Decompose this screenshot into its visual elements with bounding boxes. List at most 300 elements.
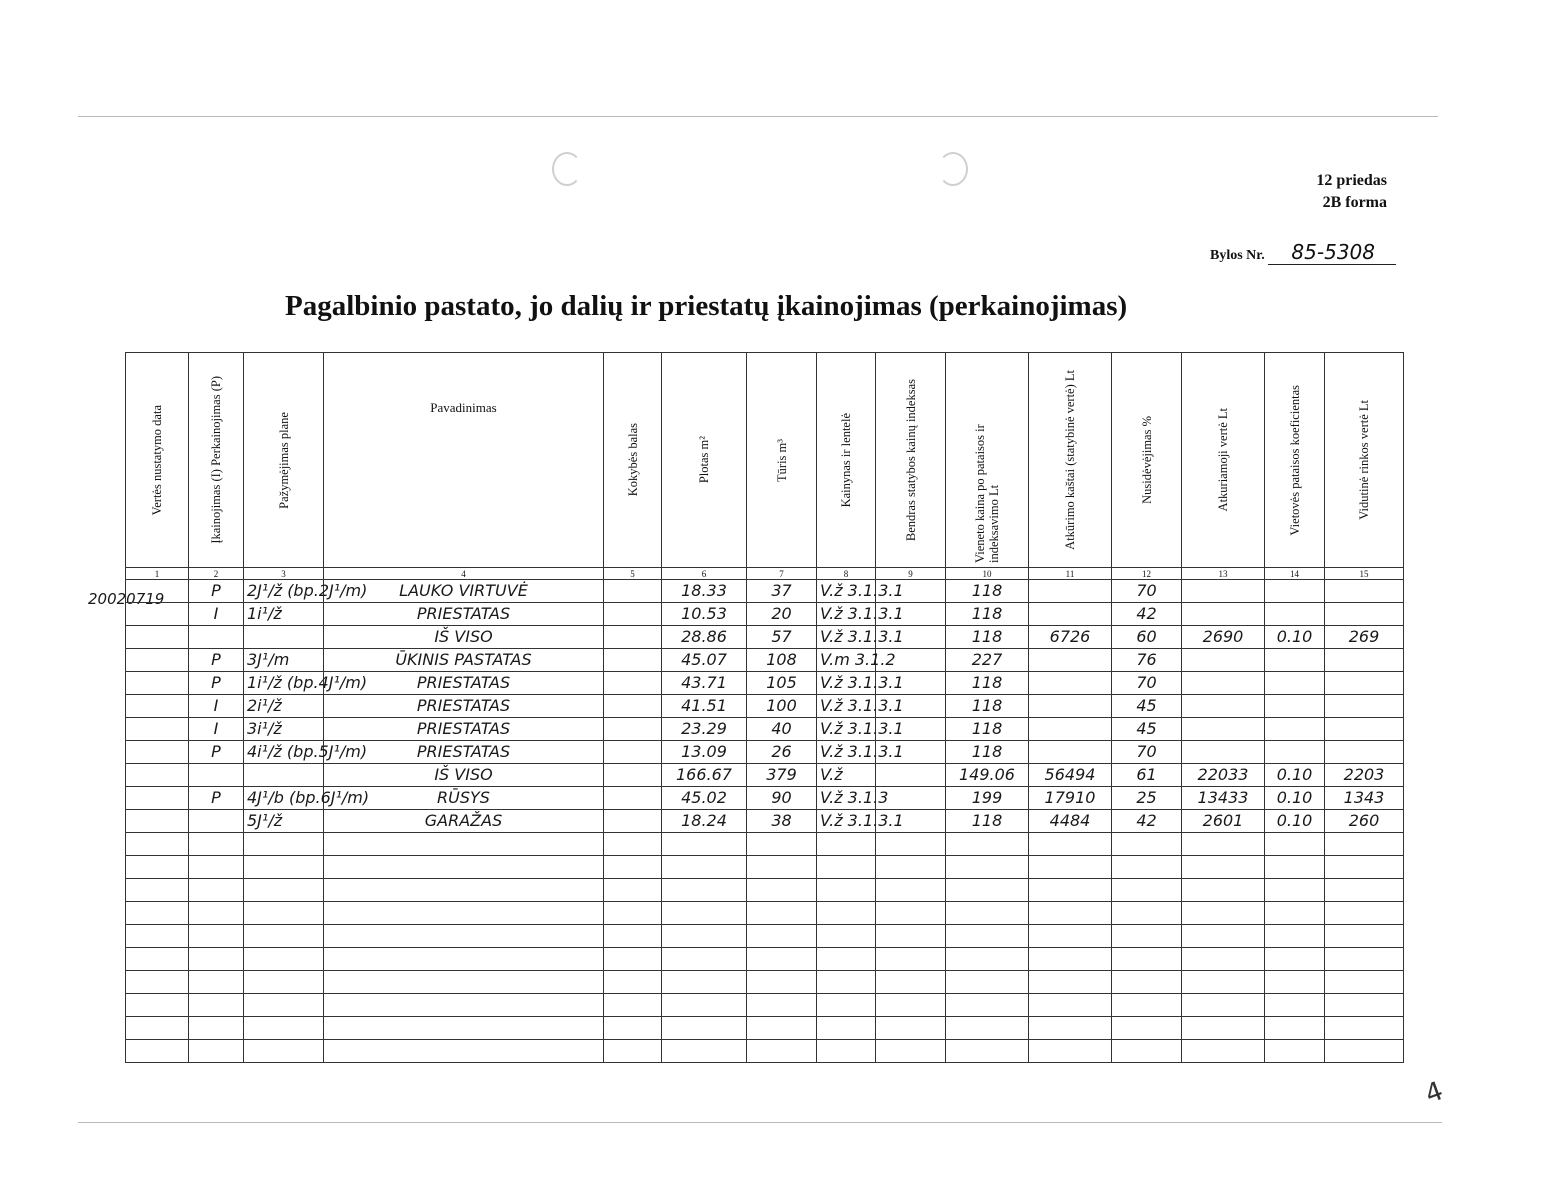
empty-table-row [126,994,1404,1017]
col-num-14: 14 [1265,568,1325,580]
col-header-4: Pavadinimas [324,353,604,568]
table-cell-col-6: 18.33 [662,580,747,603]
empty-cell [1112,879,1182,902]
table-cell-col-8: V.ž 3.1.3.1 [817,672,876,695]
table-cell-col-8: V.m 3.1.2 [817,649,876,672]
empty-cell [876,856,946,879]
empty-cell [1112,902,1182,925]
table-cell-col-3: 2J¹/ž (bp.2J¹/m) [244,580,324,603]
table-row [126,672,1404,695]
table-row [126,810,1404,833]
table-cell-col-4: GARAŽAS [324,810,604,833]
table-cell-col-2: P [189,787,244,810]
col-header-13: Atkuriamoji vertė Lt [1182,353,1265,568]
empty-cell [1029,833,1112,856]
empty-table-row [126,1017,1404,1040]
empty-cell [747,902,817,925]
table-cell-col-4: PRIESTATAS [324,718,604,741]
empty-cell [244,879,324,902]
empty-cell [126,879,189,902]
empty-cell [1029,1017,1112,1040]
col-num-13: 13 [1182,568,1265,580]
empty-cell [946,879,1029,902]
empty-cell [1112,1017,1182,1040]
table-cell-col-2: I [189,695,244,718]
valuation-date: 20020719 [88,590,165,608]
table-cell-col-8: V.ž 3.1.3.1 [817,580,876,603]
empty-cell [244,1017,324,1040]
column-number-row [126,568,1404,580]
empty-cell [126,1017,189,1040]
annex-line-1: 12 priedas [1316,172,1387,189]
table-row [126,626,1404,649]
table-cell-col-12: 45 [1112,718,1182,741]
empty-cell [244,1040,324,1063]
col-header-8: Kainynas ir lentelė [817,353,876,568]
table-cell-col-14 [1265,603,1325,626]
table-cell-col-4: LAUKO VIRTUVĖ [324,580,604,603]
table-cell-col-3 [244,764,324,787]
empty-cell [946,1040,1029,1063]
empty-cell [817,948,876,971]
col-header-3: Pažymėjimas plane [244,353,324,568]
table-row [126,787,1404,810]
empty-cell [189,902,244,925]
col-num-7: 7 [747,568,817,580]
table-cell-col-15: 269 [1325,626,1404,649]
table-cell-col-1 [126,741,189,764]
col-num-6: 6 [662,568,747,580]
table-cell-col-15: 1343 [1325,787,1404,810]
empty-cell [946,1017,1029,1040]
annex-line-2: 2B forma [1322,194,1387,211]
empty-cell [817,856,876,879]
col-header-10: Vieneto kaina po pataisos ir indeksavimo Lt [946,353,1029,568]
table-cell-col-6: 10.53 [662,603,747,626]
table-cell-col-10: 118 [946,626,1029,649]
empty-cell [662,1017,747,1040]
empty-cell [946,902,1029,925]
empty-cell [1029,1040,1112,1063]
empty-cell [662,925,747,948]
table-cell-col-14 [1265,741,1325,764]
table-cell-col-12: 61 [1112,764,1182,787]
table-cell-col-7: 105 [747,672,817,695]
empty-cell [1112,948,1182,971]
table-cell-col-8: V.ž 3.1.3.1 [817,718,876,741]
col-header-1: Vertės nustatymo data [126,353,189,568]
empty-cell [244,902,324,925]
table-cell-col-7: 379 [747,764,817,787]
empty-cell [1029,971,1112,994]
empty-cell [747,856,817,879]
empty-cell [1265,948,1325,971]
empty-cell [604,856,662,879]
empty-cell [126,925,189,948]
table-cell-col-13: 22033 [1182,764,1265,787]
table-cell-col-13 [1182,649,1265,672]
empty-cell [189,994,244,1017]
empty-cell [244,856,324,879]
table-cell-col-3: 4J¹/b (bp.6J¹/m) [244,787,324,810]
empty-cell [604,1017,662,1040]
table-cell-col-3: 1i¹/ž (bp.4J¹/m) [244,672,324,695]
empty-cell [244,948,324,971]
table-cell-col-3: 2i¹/ž [244,695,324,718]
empty-cell [126,833,189,856]
table-cell-col-14 [1265,695,1325,718]
table-cell-col-15 [1325,603,1404,626]
table-cell-col-10: 118 [946,603,1029,626]
col-header-6: Plotas m² [662,353,747,568]
table-cell-col-11 [1029,603,1112,626]
col-num-5: 5 [604,568,662,580]
empty-cell [817,994,876,1017]
empty-cell [1325,971,1404,994]
empty-cell [244,925,324,948]
empty-cell [662,1040,747,1063]
punch-hole-right [938,152,968,186]
table-cell-col-8: V.ž 3.1.3.1 [817,695,876,718]
empty-cell [324,925,604,948]
empty-cell [1112,971,1182,994]
table-cell-col-12: 76 [1112,649,1182,672]
empty-table-row [126,1040,1404,1063]
table-cell-col-13: 13433 [1182,787,1265,810]
empty-cell [817,879,876,902]
margin-page-mark: 4 [1421,1076,1448,1110]
table-cell-col-11 [1029,672,1112,695]
empty-cell [1182,948,1265,971]
empty-cell [1325,925,1404,948]
empty-cell [126,1040,189,1063]
bottom-rule [78,1122,1442,1123]
table-cell-col-2: P [189,741,244,764]
empty-cell [1325,948,1404,971]
empty-cell [1265,879,1325,902]
col-header-14: Vietovės pataisos koeficientas [1265,353,1325,568]
table-cell-col-3: 3i¹/ž [244,718,324,741]
empty-cell [1029,879,1112,902]
col-num-3: 3 [244,568,324,580]
empty-cell [747,879,817,902]
table-row [126,718,1404,741]
table-cell-col-3: 1i¹/ž [244,603,324,626]
table-cell-col-3: 4i¹/ž (bp.5J¹/m) [244,741,324,764]
punch-hole-left [552,152,582,186]
empty-cell [817,925,876,948]
table-cell-col-5 [604,810,662,833]
empty-cell [324,994,604,1017]
table-cell-col-11: 56494 [1029,764,1112,787]
table-cell-col-14: 0.10 [1265,787,1325,810]
col-num-2: 2 [189,568,244,580]
empty-cell [324,1040,604,1063]
empty-cell [747,1040,817,1063]
table-cell-col-15: 260 [1325,810,1404,833]
table-cell-col-14 [1265,718,1325,741]
table-cell-col-15: 2203 [1325,764,1404,787]
empty-cell [604,971,662,994]
empty-cell [324,833,604,856]
table-cell-col-8: V.ž [817,764,876,787]
table-cell-col-10: 227 [946,649,1029,672]
col-header-2: Įkainojimas (I) Perkainojimas (P) [189,353,244,568]
table-cell-col-1 [126,787,189,810]
empty-cell [747,971,817,994]
table-row [126,741,1404,764]
empty-cell [817,971,876,994]
empty-cell [1112,994,1182,1017]
empty-cell [1265,856,1325,879]
table-cell-col-6: 45.07 [662,649,747,672]
table-cell-col-7: 26 [747,741,817,764]
table-cell-col-1 [126,603,189,626]
table-cell-col-12: 25 [1112,787,1182,810]
table-cell-col-7: 20 [747,603,817,626]
empty-cell [1182,925,1265,948]
table-cell-col-4: PRIESTATAS [324,603,604,626]
table-cell-col-11 [1029,741,1112,764]
empty-cell [876,833,946,856]
empty-cell [1265,1040,1325,1063]
empty-cell [1112,856,1182,879]
empty-table-row [126,925,1404,948]
table-cell-col-6: 45.02 [662,787,747,810]
empty-cell [126,902,189,925]
empty-cell [126,856,189,879]
empty-cell [876,948,946,971]
empty-cell [1182,902,1265,925]
table-cell-col-12: 42 [1112,810,1182,833]
table-cell-col-7: 38 [747,810,817,833]
empty-cell [662,948,747,971]
table-cell-col-2 [189,810,244,833]
table-cell-col-2 [189,626,244,649]
empty-cell [1325,856,1404,879]
col-num-1: 1 [126,568,189,580]
table-cell-col-5 [604,649,662,672]
header-row [126,353,1404,568]
table-cell-col-11 [1029,580,1112,603]
empty-cell [876,902,946,925]
table-row [126,649,1404,672]
empty-cell [604,902,662,925]
empty-table-row [126,856,1404,879]
empty-cell [244,971,324,994]
col-header-11: Atkūrimo kaštai (statybinė vertė) Lt [1029,353,1112,568]
empty-cell [324,879,604,902]
table-row [126,580,1404,603]
table-cell-col-6: 166.67 [662,764,747,787]
table-cell-col-2: P [189,580,244,603]
empty-cell [126,948,189,971]
empty-cell [604,994,662,1017]
table-row [126,695,1404,718]
table-cell-col-4: PRIESTATAS [324,741,604,764]
empty-cell [747,925,817,948]
table-cell-col-11 [1029,718,1112,741]
table-cell-col-5 [604,580,662,603]
annex-label [1316,170,1387,214]
empty-cell [662,902,747,925]
empty-cell [1029,925,1112,948]
table-cell-col-10: 118 [946,741,1029,764]
table-cell-col-15 [1325,649,1404,672]
col-num-9: 9 [876,568,946,580]
col-header-5: Kokybės balas [604,353,662,568]
empty-cell [1325,833,1404,856]
table-cell-col-3 [244,626,324,649]
top-rule [78,116,1438,117]
file-number-value: 85-5308 [1268,240,1396,265]
table-cell-col-15 [1325,695,1404,718]
col-num-12: 12 [1112,568,1182,580]
table-cell-col-6: 41.51 [662,695,747,718]
table-cell-col-2: I [189,603,244,626]
empty-cell [876,994,946,1017]
empty-cell [324,971,604,994]
table-cell-col-10: 199 [946,787,1029,810]
empty-cell [1325,1040,1404,1063]
table-cell-col-2: I [189,718,244,741]
empty-cell [189,833,244,856]
empty-cell [604,833,662,856]
col-header-15: Vidutinė rinkos vertė Lt [1325,353,1404,568]
col-header-12: Nusidėvėjimas % [1112,353,1182,568]
table-cell-col-1 [126,672,189,695]
table-cell-col-14: 0.10 [1265,764,1325,787]
table-cell-col-10: 118 [946,580,1029,603]
empty-cell [1265,902,1325,925]
empty-cell [946,856,1029,879]
empty-cell [1265,971,1325,994]
table-cell-col-14 [1265,649,1325,672]
table-cell-col-12: 70 [1112,741,1182,764]
empty-cell [1112,833,1182,856]
table-cell-col-6: 23.29 [662,718,747,741]
empty-cell [876,925,946,948]
table-cell-col-13 [1182,580,1265,603]
empty-cell [1029,994,1112,1017]
empty-cell [1112,925,1182,948]
table-cell-col-14 [1265,672,1325,695]
table-cell-col-5 [604,787,662,810]
empty-cell [189,856,244,879]
table-cell-col-7: 90 [747,787,817,810]
table-cell-col-2 [189,764,244,787]
empty-cell [946,833,1029,856]
empty-cell [1112,1040,1182,1063]
empty-cell [1182,994,1265,1017]
empty-cell [189,1040,244,1063]
empty-cell [747,948,817,971]
empty-cell [662,879,747,902]
table-cell-col-6: 18.24 [662,810,747,833]
table-row [126,764,1404,787]
table-cell-col-5 [604,741,662,764]
table-cell-col-10: 149.06 [946,764,1029,787]
table-cell-col-7: 40 [747,718,817,741]
empty-cell [189,925,244,948]
empty-cell [1182,833,1265,856]
table-cell-col-10: 118 [946,718,1029,741]
table-cell-col-1 [126,649,189,672]
table-cell-col-8: V.ž 3.1.3.1 [817,810,876,833]
table-cell-col-4: RŪSYS [324,787,604,810]
table-cell-col-3: 5J¹/ž [244,810,324,833]
table-cell-col-7: 57 [747,626,817,649]
col-header-7: Tūris m³ [747,353,817,568]
table-cell-col-13 [1182,718,1265,741]
empty-cell [817,1017,876,1040]
table-cell-col-13: 2690 [1182,626,1265,649]
table-cell-col-12: 70 [1112,672,1182,695]
table-cell-col-12: 42 [1112,603,1182,626]
table-cell-col-11: 17910 [1029,787,1112,810]
empty-cell [189,948,244,971]
empty-cell [1182,856,1265,879]
empty-table-row [126,833,1404,856]
table-cell-col-5 [604,603,662,626]
empty-cell [126,971,189,994]
empty-cell [876,1017,946,1040]
empty-cell [1325,902,1404,925]
table-cell-col-6: 43.71 [662,672,747,695]
empty-cell [876,1040,946,1063]
empty-cell [1182,1017,1265,1040]
page-title: Pagalbinio pastato, jo dalių ir priestatų įkainojimas (perkainojimas) [285,290,1128,322]
table-cell-col-11 [1029,649,1112,672]
table-cell-col-1 [126,580,189,603]
table-cell-col-3: 3J¹/m [244,649,324,672]
table-cell-col-15 [1325,741,1404,764]
table-cell-col-8: V.ž 3.1.3 [817,787,876,810]
empty-cell [324,856,604,879]
empty-cell [1265,833,1325,856]
empty-cell [662,856,747,879]
col-num-15: 15 [1325,568,1404,580]
table-cell-col-4: IŠ VISO [324,626,604,649]
empty-cell [604,948,662,971]
empty-table-row [126,902,1404,925]
empty-cell [604,1040,662,1063]
empty-cell [946,971,1029,994]
file-number-label: Bylos Nr. [1210,248,1265,263]
table-row [126,603,1404,626]
table-cell-col-7: 100 [747,695,817,718]
empty-cell [189,879,244,902]
table-cell-col-8: V.ž 3.1.3.1 [817,741,876,764]
table-cell-col-14: 0.10 [1265,810,1325,833]
empty-cell [662,994,747,1017]
table-cell-col-15 [1325,672,1404,695]
table-cell-col-10: 118 [946,810,1029,833]
table-cell-col-12: 45 [1112,695,1182,718]
empty-table-row [126,971,1404,994]
table-cell-col-5 [604,672,662,695]
table-cell-col-1 [126,695,189,718]
table-cell-col-11: 6726 [1029,626,1112,649]
empty-cell [1182,971,1265,994]
table-cell-col-6: 28.86 [662,626,747,649]
empty-cell [189,971,244,994]
table-cell-col-12: 60 [1112,626,1182,649]
table-cell-col-1 [126,626,189,649]
table-cell-col-14 [1265,580,1325,603]
valuation-table [125,352,1404,1063]
table-cell-col-1 [126,810,189,833]
